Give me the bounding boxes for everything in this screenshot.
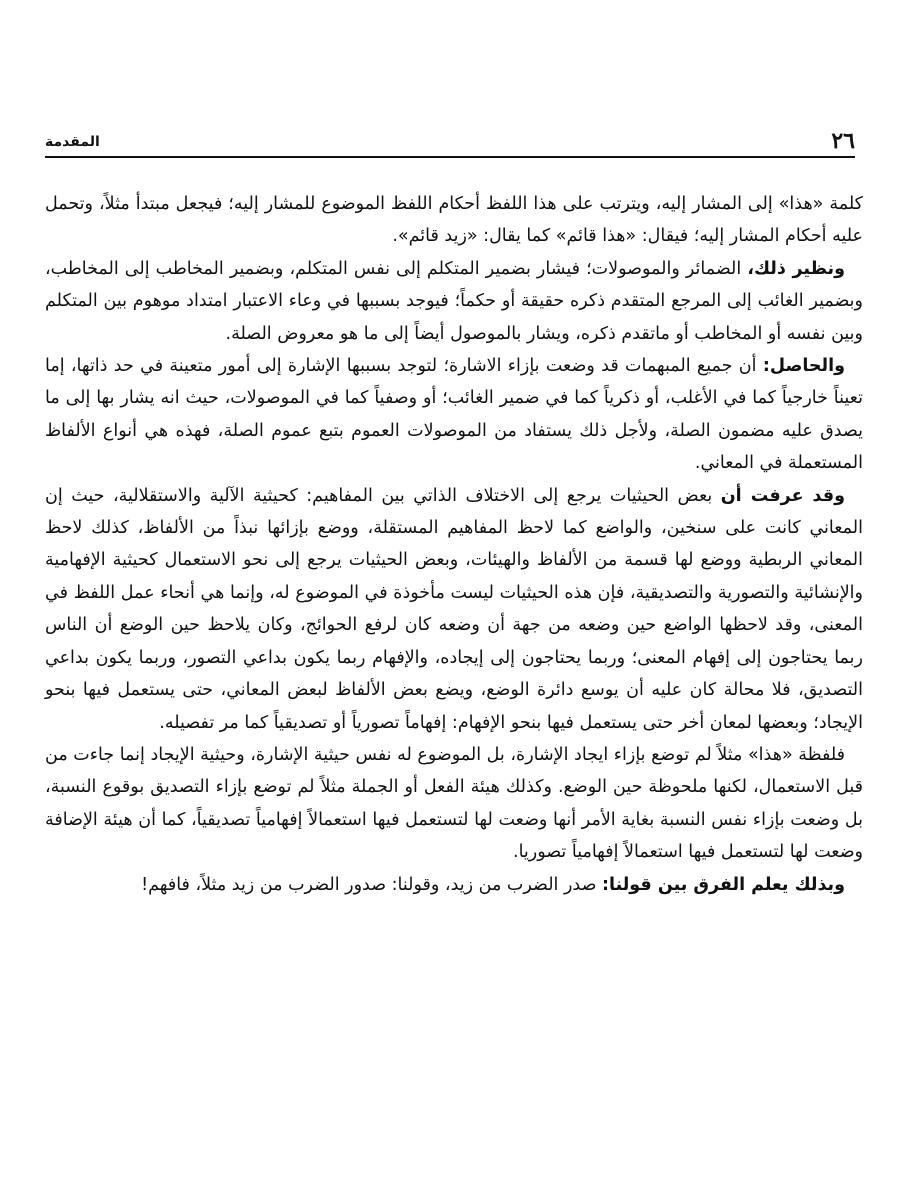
page-header [45, 128, 855, 158]
paragraph-lead: وبذلك يعلم الفرق بين قولنا: [602, 874, 845, 895]
paragraph-text: أن جميع المبهمات قد وضعت بإزاء الاشارة؛ لتوجد بسببها الإشارة إلى أمور متعينة في حد ذاتها، إما تعيناً خارجياً كما في الأغلب، أو ذكرياً كما في ضمير الغائب؛ أو وصفياً كما في الموصولات، حيث انه يشار بها إلى ما يصدق عليه مضمون الصلة، ولأجل ذلك يستفاد من الموصولات العموم بتبع عموم الصلة، فهذه هي أنواع الألفاظ المستعملة في المعاني. [45, 356, 863, 474]
paragraph-text: الضمائر والموصولات؛ فيشار بضمير المتكلم إلى نفس المتكلم، وبضمير المخاطب إلى المخاطب، وبضمير الغائب إلى المرجع المتقدم ذكره حقيقة أو حكماً؛ فيوجد بسببها في وعاء الاعتبار امتداد موهوم بين المتكلم وبين نفسه أو المخاطب أو ماتقدم ذكره، ويشار بالموصول أيضاً إلى ما هو معروض الصلة. [45, 258, 863, 344]
page-number: ٢٦ [831, 128, 855, 154]
paragraph-lead: والحاصل: [762, 356, 845, 377]
paragraph-lead: ونظير ذلك، [747, 258, 845, 279]
paragraph [45, 480, 863, 739]
paragraph-text: كلمة «هذا» إلى المشار إليه، ويترتب على هذا اللفظ أحكام اللفظ الموضوع للمشار إليه؛ فيجعل مبتدأ مثلاً، وتحمل عليه أحكام المشار إليه؛ فيقال: «هذا قائم» كما يقال: «زيد قائم». [45, 194, 863, 247]
paragraph [45, 350, 863, 480]
header-rule [45, 156, 855, 158]
running-head: المقدمة [45, 134, 100, 150]
paragraph-text: فلفظة «هذا» مثلاً لم توضع بإزاء ايجاد الإشارة، بل الموضوع له نفس حيثية الإشارة، وحيثية الإيجاد إنما جاءت من قبل الاستعمال، لكنها ملحوظة حين الوضع. وكذلك هيئة الفعل أو الجملة مثلاً لم توضع بإزاء التصديق بوقوع النسبة، بل وضعت بإزاء نفس النسبة بغاية الأمر أنها وضعت لها لتستعمل فيها استعمالاً إفهامياً تصديقياً، كما أن هيئة الإضافة وضعت لها لتستعمل فيها استعمالاً إفهامياً تصوريا. [45, 744, 863, 863]
paragraph [45, 739, 863, 869]
paragraph-text: بعض الحيثيات يرجع إلى الاختلاف الذاتي بين المفاهيم: كحيثية الآلية والاستقلالية، حيث إن المعاني كانت على سنخين، والواضع كما لاحظ المفاهيم المستقلة، ووضع بإزائها نبذاً من الألفاظ، كذلك لاحظ المعاني الربطية ووضع لها قسمة من الألفاظ والهيئات، وبعض الحيثيات يرجع إلى نحو الاستعمال كحيثية الإفهامية والإنشائية والتصورية والتصديقية، فإن هذه الحيثيات ليست مأخوذة في الموضوع له، وإنما هي أنحاء عمل اللفظ في المعنى، وقد لاحظها الواضع حين وضعه من جهة أن وضعه كان لرفع الحوائج، وكان يلاحظ حين الوضع أن الناس ربما يحتاجون إلى إفهام المعنى؛ وربما يحتاجون إلى إيجاده، والإفهام ربما يكون بداعي التصور، وربما يكون بداعي التصديق، فلا محالة كان عليه أن يوسع دائرة الوضع، ويضع بعض الألفاظ لبعض المعاني، حتى يستعمل فيها بنحو الإيجاد؛ وبعضها لمعان أخر حتى يستعمل فيها بنحو الإفهام: إفهاماً تصورياً أو تصديقياً كما مر تفصيله. [45, 485, 863, 733]
paragraph [45, 253, 863, 350]
paragraph [45, 188, 863, 253]
paragraph-text: صدر الضرب من زيد، وقولنا: صدور الضرب من زيد مثلاً، فافهم! [141, 874, 603, 895]
paragraph [45, 869, 863, 901]
paragraph-lead: وقد عرفت أن [720, 485, 845, 506]
body-text [45, 188, 863, 901]
